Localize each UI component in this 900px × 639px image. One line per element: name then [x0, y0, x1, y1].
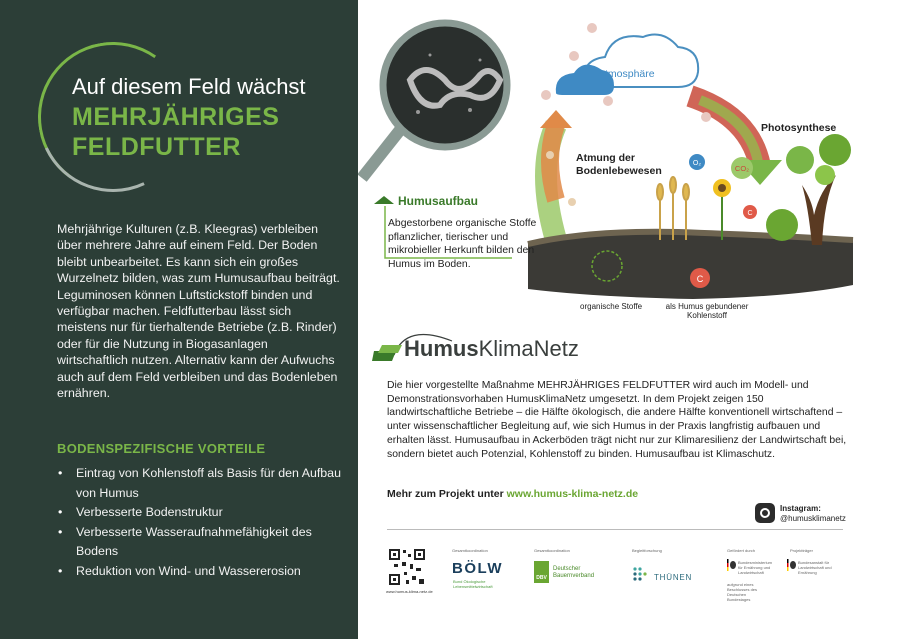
bmel-text: Bundesministerium für Ernährung und Landwirtschaft: [738, 560, 773, 575]
soil-layer: [528, 232, 853, 299]
intro-text: Mehrjährige Kulturen (z.B. Kleegras) verbleiben über mehrere Jahre auf einem Feld. Der Boden bleibt unbearbeitet. Es kann sich ein großes Wurzelnetz bilden, was zum Humusaufbau beiträgt. Leguminosen können Luftstickstoff binden und verfügbar machen. Feldfutterbau lässt sich meistens nur für tierhaltende Betriebe (z.B. Rinder) oder für die Nutzung in Biogasanlagen wirtschaftlich nutzen. Alternativ kann der Aufwuchs auch auf dem Feld verbleiben und das Bodenleben ernähren.: [57, 222, 340, 401]
benefit-item: • Reduktion von Wind- und Wassererosion: [57, 562, 342, 582]
bound-carbon-label: als Humus gebundener Kohlenstoff: [665, 302, 749, 320]
instagram-info: Instagram: @humusklimanetz: [780, 504, 846, 523]
respiration-label-2: Bodenlebewesen: [576, 165, 662, 177]
tree-icon: [766, 134, 851, 245]
humus-arrow-icon: [374, 196, 394, 204]
respiration-label-1: Atmung der: [576, 152, 635, 164]
benefit-item: • Verbesserte Wasseraufnahmefähigkeit des Bodens: [57, 523, 342, 562]
logo-text: HumusKlimaNetz: [404, 336, 579, 361]
magnifier-lens: [383, 23, 507, 147]
project-description: Die hier vorgestellte Maßnahme MEHRJÄHRIGES FELDFUTTER wird auch im Modell- und Demonstrationsvorhaben HumusKlimaNetz umgesetzt. In dem Projekt zeigen 150 landwirtschaftliche Betriebe – die Hälfte ökologisch, die andere Hälfte konventionell wirtschaftend – unter wissenschaftlicher Begleitung auf, wie sich Humus in der Praxis langfristig aufbauen und erhalten lässt. Humusaufbau in Ackerböden trägt nicht nur zur Klimaresilienz der Landwirtschaft bei, sondern bietet auch Potenzial, Kohlenstoff zu binden. Humusaufbau ist Klimaschutz.: [387, 380, 847, 460]
instagram-icon[interactable]: [755, 503, 775, 523]
footer-divider: [387, 529, 843, 530]
thuenen-logo: THÜNEN: [654, 573, 693, 582]
caption-thuenen: Begleitforschung: [632, 548, 662, 553]
caption-bolw: Gesamtkoordination: [452, 548, 488, 553]
caption-funded: Gefördert durch: [727, 548, 756, 553]
humus-text: Abgestorbene organische Stoffe pflanzlicher, tierischer und mikrobieller Herkunft bilden den Humus im Boden.: [388, 218, 537, 270]
organic-matter-label: organische Stoffe: [580, 302, 643, 311]
bmel-note: aufgrund eines Beschlusses des Deutschen Bundestages: [727, 582, 758, 602]
carbon-soil-label: C: [696, 274, 704, 284]
humus-cycle-diagram: [358, 0, 900, 320]
benefits-list: [57, 464, 342, 582]
thuenen-icon: [632, 566, 648, 582]
dbv-logo-icon: DBV: [534, 561, 549, 583]
benefit-item: • Eintrag von Kohlenstoff als Basis für den Aufbau von Humus: [57, 464, 342, 503]
carbon-plant-label: C: [747, 210, 753, 217]
bolw-subtitle: Bund Ökologische Lebensmittelwirtschaft: [453, 579, 493, 589]
dbv-logo-text: Deutscher Bauernverband: [553, 566, 595, 579]
o2-label: O₂: [692, 160, 702, 167]
co2-label: CO₂: [734, 164, 750, 173]
project-link[interactable]: www.humus-klima-netz.de: [506, 488, 639, 500]
qr-url: www.humus-klima-netz.de: [386, 589, 433, 594]
title-line-1: Auf diesem Feld wächst: [72, 74, 306, 99]
respiration-arrowhead: [540, 110, 572, 128]
atmosphere-label: Atmosphäre: [598, 68, 655, 80]
left-panel: [0, 0, 358, 639]
magnifier-handle: [362, 130, 400, 178]
bolw-logo: BÖLW: [452, 560, 503, 577]
more-info: Mehr zum Projekt unter www.humus-klima-netz.de: [387, 488, 639, 500]
ble-text: Bundesanstalt für Landwirtschaft und Ernährung: [798, 560, 832, 575]
qr-code[interactable]: [388, 548, 426, 586]
instagram-handle[interactable]: @humusklimanetz: [780, 514, 846, 523]
humus-heading: Humusaufbau: [398, 194, 479, 208]
title-main: [72, 102, 279, 162]
caption-dbv: Gesamtkoordination: [534, 548, 570, 553]
photosynthesis-label: Photosynthese: [761, 122, 837, 134]
caption-projekt: Projektträger: [790, 548, 813, 553]
title-line-3: FELDFUTTER: [72, 133, 241, 161]
title-line-2: MEHRJÄHRIGES: [72, 103, 280, 131]
benefits-heading: BODENSPEZIFISCHE VORTEILE: [57, 441, 266, 456]
benefit-item: • Verbesserte Bodenstruktur: [57, 503, 342, 523]
